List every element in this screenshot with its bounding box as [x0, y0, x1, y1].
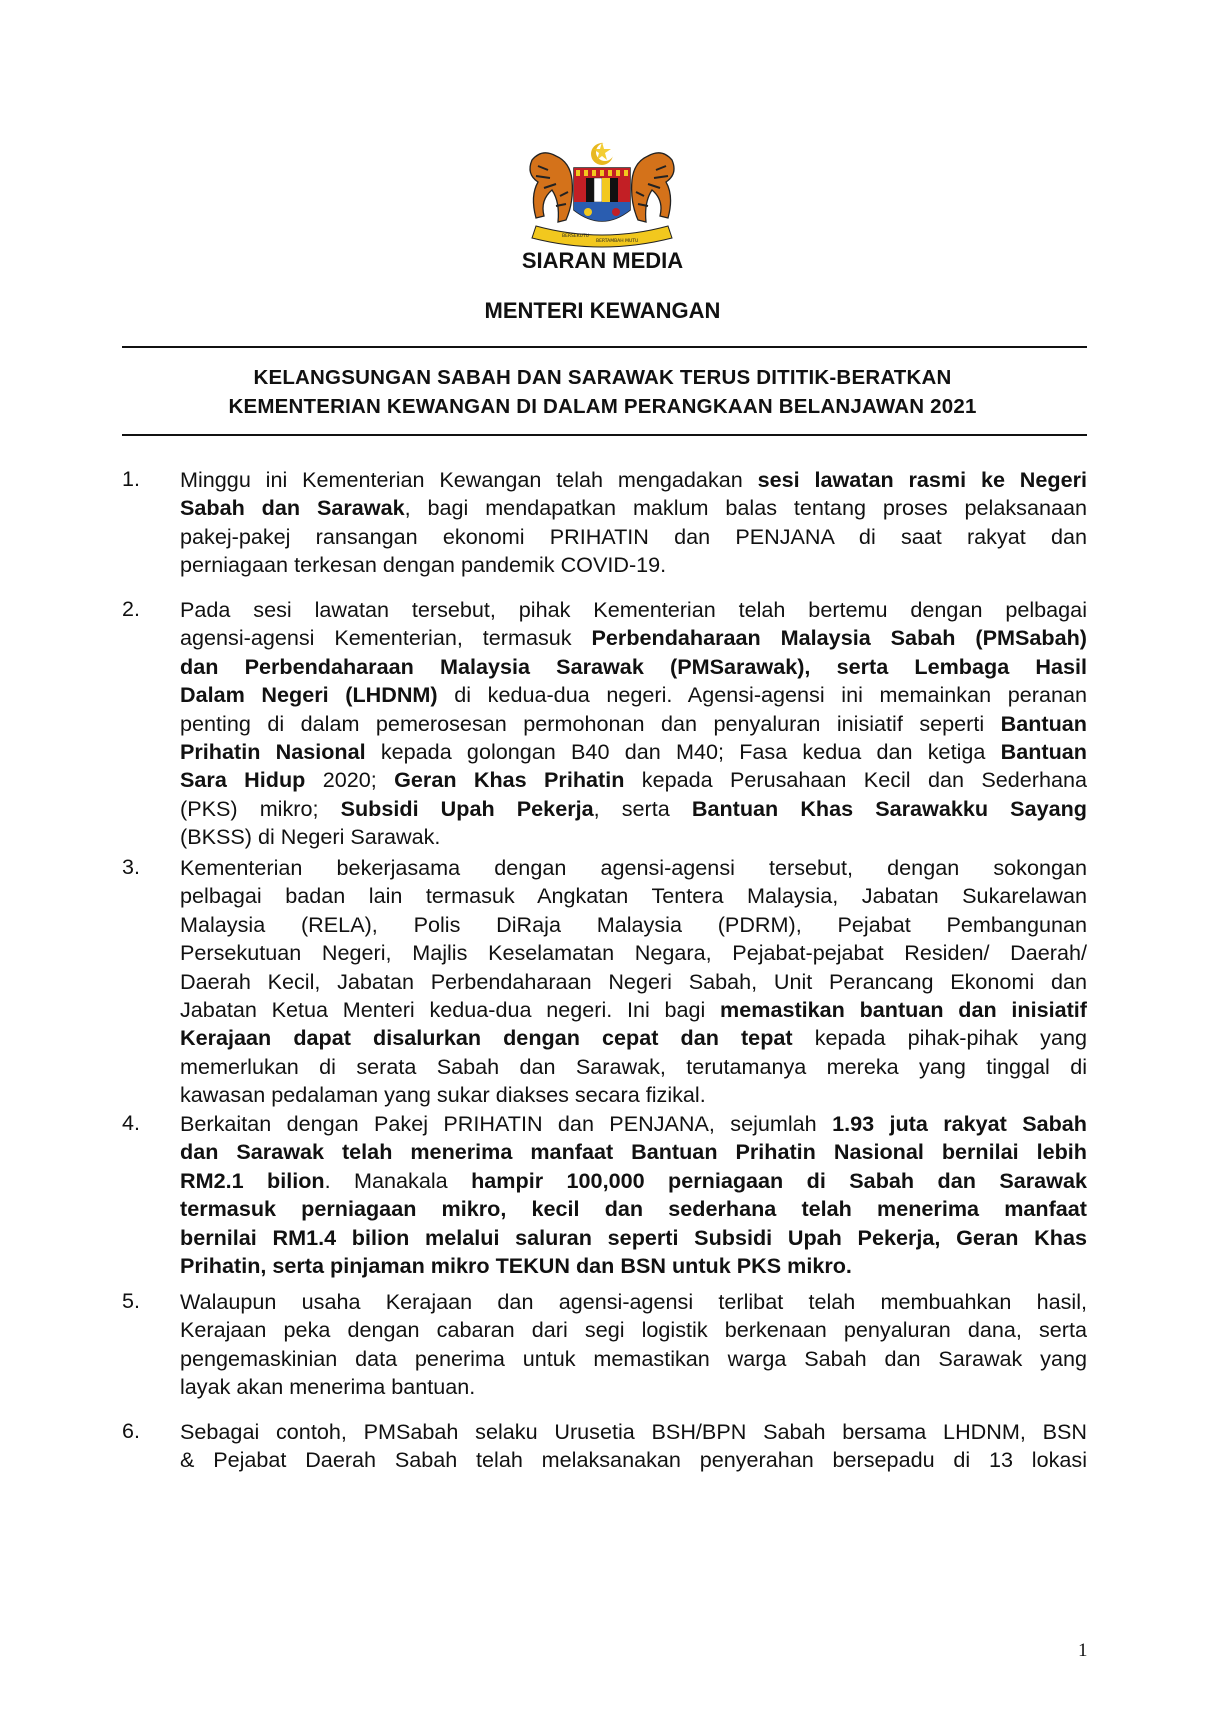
text-run: memerlukan di serata Sabah dan Sarawak, terutamanya mereka yang tinggal di	[180, 1053, 1087, 1079]
paragraph-line	[180, 624, 1087, 652]
text-run: 2020;	[305, 767, 395, 793]
paragraph-number: 3.	[122, 855, 140, 879]
bold-text: sesi lawatan rasmi ke Negeri	[757, 467, 1087, 492]
paragraph-line	[180, 710, 1087, 738]
divider-top	[122, 346, 1087, 348]
paragraph-line	[180, 1053, 1087, 1081]
paragraph-line	[180, 1195, 1087, 1223]
text-run: Pada sesi lawatan tersebut, pihak Kementerian telah bertemu dengan pelbagai	[180, 597, 1087, 622]
text-run: , bagi mendapatkan maklum balas tentang proses pelaksanaan	[404, 495, 1088, 521]
media-release-heading: SIARAN MEDIA	[521, 248, 684, 273]
bold-text: Dalam Negeri (LHDNM)	[180, 682, 438, 708]
paragraph-line	[180, 911, 1087, 939]
paragraph-line	[180, 1418, 1087, 1446]
paragraph	[180, 1418, 1087, 1475]
bold-text: Subsidi Upah Pekerja	[340, 795, 594, 821]
text-run: pelbagai badan lain termasuk Angkatan Tentera Malaysia, Jabatan Sukarelawan	[180, 883, 1087, 909]
text-run: Berkaitan dengan Pakej PRIHATIN dan PENJANA, sejumlah	[180, 1111, 833, 1136]
paragraph-line	[180, 523, 1087, 551]
paragraph-line	[180, 494, 1087, 522]
text-run: pakej-pakej ransangan ekonomi PRIHATIN dan PENJANA di saat rakyat dan	[180, 523, 1087, 549]
bold-text: Bantuan	[1000, 710, 1087, 736]
paragraph	[180, 1110, 1087, 1280]
paragraph-line	[180, 1288, 1087, 1316]
divider-bottom	[122, 434, 1087, 436]
text-run: Kementerian bekerjasama dengan agensi-agensi tersebut, dengan sokongan	[180, 855, 1087, 880]
paragraph-line	[180, 939, 1087, 967]
bold-text: Kerajaan dapat disalurkan dengan cepat dan tepat	[180, 1025, 793, 1051]
text-run: (PKS) mikro;	[180, 795, 341, 821]
text-run: Malaysia (RELA), Polis DiRaja Malaysia (PDRM), Pejabat Pembangunan	[180, 911, 1087, 937]
page-number: 1	[1078, 1640, 1088, 1661]
paragraph	[180, 854, 1087, 1110]
paragraph-line	[180, 1224, 1087, 1252]
paragraph-line	[180, 681, 1087, 709]
text-run: kawasan pedalaman yang sukar diakses secara fizikal.	[180, 1082, 706, 1108]
bold-text: dan Sarawak telah menerima manfaat Bantuan Prihatin Nasional bernilai lebih	[180, 1139, 1087, 1165]
paragraph-number: 6.	[122, 1419, 140, 1443]
text-run: kepada pihak-pihak yang	[792, 1025, 1087, 1051]
paragraph-line	[180, 653, 1087, 681]
text-run: & Pejabat Daerah Sabah telah melaksanakan penyerahan bersepadu di 13 lokasi	[180, 1447, 1087, 1473]
bold-text: RM2.1 bilion	[180, 1167, 325, 1193]
bold-text: Prihatin, serta pinjaman mikro TEKUN dan BSN untuk PKS mikro.	[180, 1252, 852, 1278]
paragraph-line	[180, 1138, 1087, 1166]
text-run: (BKSS) di Negeri Sarawak.	[180, 824, 441, 850]
paragraph-line	[180, 996, 1087, 1024]
paragraph-line	[180, 1373, 1087, 1401]
paragraph-line	[180, 854, 1087, 882]
bold-text: 1.93 juta rakyat Sabah	[832, 1111, 1088, 1136]
paragraph-number: 5.	[122, 1289, 140, 1313]
text-run: Kerajaan peka dengan cabaran dari segi logistik berkenaan penyaluran dana, serta	[180, 1317, 1087, 1343]
paragraph-line	[180, 551, 1087, 579]
bold-text: Geran Khas Prihatin	[394, 767, 625, 793]
text-run: perniagaan terkesan dengan pandemik COVID-19.	[180, 552, 667, 578]
text-run: Persekutuan Negeri, Majlis Keselamatan Negara, Pejabat-pejabat Residen/ Daerah/	[180, 940, 1087, 966]
paragraph-line	[180, 466, 1087, 494]
bold-text: Sabah dan Sarawak	[180, 495, 405, 521]
ministry-heading: MENTERI KEWANGAN	[484, 298, 721, 323]
bold-text: bernilai RM1.4 bilion melalui saluran seperti Subsidi Upah Pekerja, Geran Khas	[180, 1224, 1087, 1250]
text-run: kepada golongan B40 dan M40; Fasa kedua dan ketiga	[365, 738, 1001, 764]
paragraph-number: 1.	[122, 467, 140, 491]
paragraph	[180, 1288, 1087, 1402]
bold-text: termasuk perniagaan mikro, kecil dan sederhana telah menerima manfaat	[180, 1196, 1087, 1222]
svg-text:BERTAMBAH MUTU: BERTAMBAH MUTU	[596, 239, 639, 244]
paragraph	[180, 466, 1087, 580]
text-run: di kedua-dua negeri. Agensi-agensi ini memainkan peranan	[437, 682, 1087, 708]
paragraph	[180, 596, 1087, 852]
paragraph-line	[180, 882, 1087, 910]
paragraph-line	[180, 1110, 1087, 1138]
title-line-2: KEMENTERIAN KEWANGAN DI DALAM PERANGKAAN BELANJAWAN 2021	[228, 395, 977, 418]
svg-text:BERSEKUTU: BERSEKUTU	[562, 234, 589, 239]
paragraph-line	[180, 738, 1087, 766]
text-run: layak akan menerima bantuan.	[180, 1374, 476, 1400]
paragraph-line	[180, 1446, 1087, 1474]
bold-text: Perbendaharaan Malaysia Sabah (PMSabah)	[591, 625, 1087, 651]
text-run: Jabatan Ketua Menteri kedua-dua negeri. Ini bagi	[180, 996, 721, 1022]
paragraph-line	[180, 766, 1087, 794]
text-run: Walaupun usaha Kerajaan dan agensi-agensi terlibat telah membuahkan hasil,	[180, 1289, 1087, 1314]
paragraph-line	[180, 823, 1087, 851]
text-run: penting di dalam pemerosesan permohonan dan penyaluran inisiatif seperti	[180, 710, 1001, 736]
paragraph-line	[180, 1252, 1087, 1280]
paragraph-number: 4.	[122, 1111, 140, 1135]
bold-text: Sara Hidup	[180, 767, 306, 793]
paragraph-line	[180, 596, 1087, 624]
paragraph-line	[180, 795, 1087, 823]
bold-text: Prihatin Nasional	[180, 738, 366, 764]
text-run: Daerah Kecil, Jabatan Perbendaharaan Negeri Sabah, Unit Perancang Ekonomi dan	[180, 968, 1087, 994]
text-run: pengemaskinian data penerima untuk memastikan warga Sabah dan Sarawak yang	[180, 1345, 1087, 1371]
bold-text: Bantuan Khas Sarawakku Sayang	[691, 795, 1087, 821]
bold-text: memastikan bantuan dan inisiatif	[720, 996, 1087, 1022]
paragraph-line	[180, 1081, 1087, 1109]
text-run: . Manakala	[324, 1167, 472, 1193]
bold-text: Bantuan	[1000, 738, 1087, 764]
text-run: , serta	[593, 795, 692, 821]
text-run: Sebagai contoh, PMSabah selaku Urusetia BSH/BPN Sabah bersama LHDNM, BSN	[180, 1419, 1087, 1444]
paragraph-line	[180, 1316, 1087, 1344]
text-run: kepada Perusahaan Kecil dan Sederhana	[624, 767, 1087, 793]
bold-text: dan Perbendaharaan Malaysia Sarawak (PMSarawak), serta Lembaga Hasil	[180, 653, 1087, 679]
text-run: Minggu ini Kementerian Kewangan telah mengadakan	[180, 467, 758, 492]
title-line-1: KELANGSUNGAN SABAH DAN SARAWAK TERUS DITITIK-BERATKAN	[253, 366, 952, 389]
paragraph-line	[180, 1167, 1087, 1195]
paragraph-line	[180, 1024, 1087, 1052]
text-run: agensi-agensi Kementerian, termasuk	[180, 625, 592, 651]
bold-text: hampir 100,000 perniagaan di Sabah dan Sarawak	[471, 1167, 1087, 1193]
paragraph-line	[180, 1345, 1087, 1373]
coat-of-arms-icon	[522, 140, 682, 248]
paragraph-number: 2.	[122, 597, 140, 621]
paragraph-line	[180, 968, 1087, 996]
